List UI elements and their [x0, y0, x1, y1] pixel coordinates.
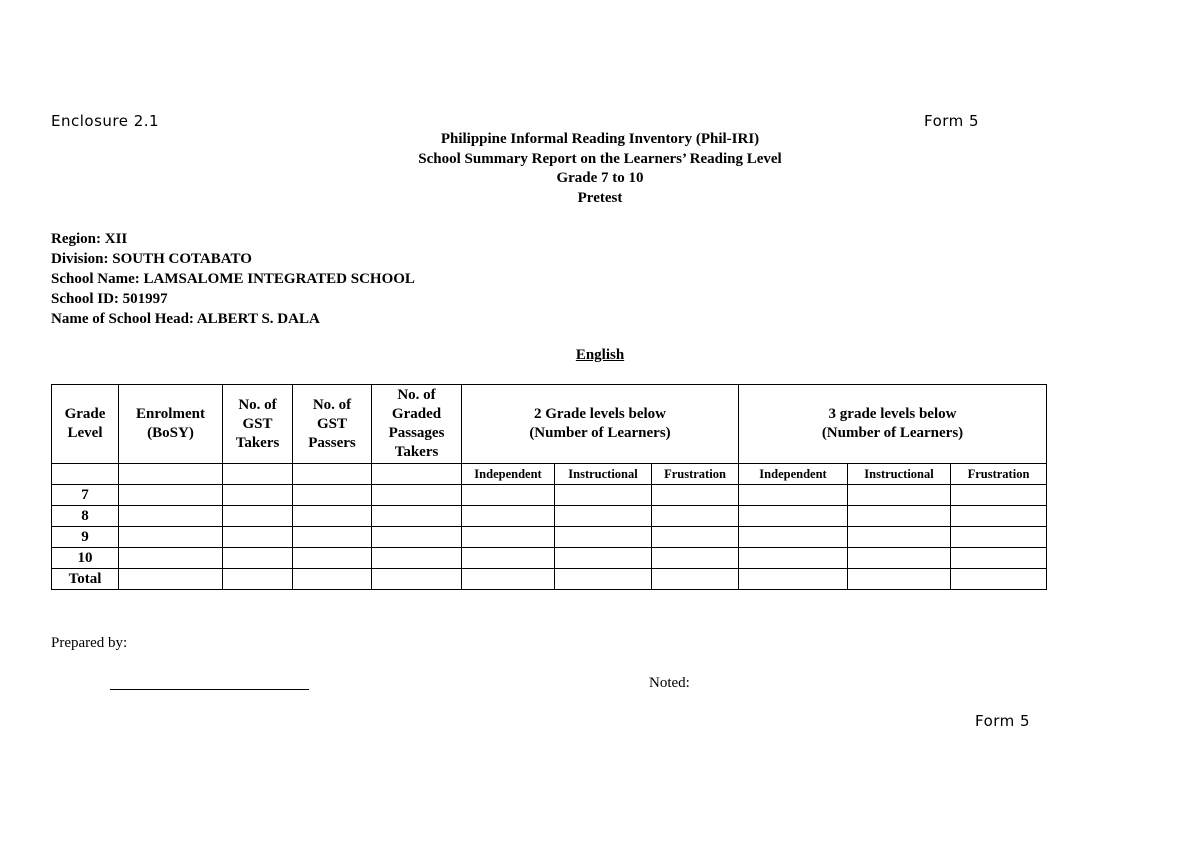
table-row-total: [52, 569, 1047, 590]
form-label-top: Form 5: [924, 112, 980, 130]
school-info: [51, 229, 415, 329]
data-cell[interactable]: [293, 548, 372, 569]
subheader-row: [52, 464, 1047, 485]
data-cell[interactable]: [119, 527, 223, 548]
table-row: [52, 485, 1047, 506]
empty-cell: [372, 464, 462, 485]
noted-label: Noted:: [649, 675, 690, 691]
data-cell[interactable]: [848, 569, 951, 590]
data-cell[interactable]: [739, 527, 848, 548]
data-cell[interactable]: [223, 569, 293, 590]
data-cell[interactable]: [555, 485, 652, 506]
title-line-2: School Summary Report on the Learners’ Reading Level: [418, 150, 782, 167]
data-cell[interactable]: [555, 506, 652, 527]
prepared-by-label: Prepared by:: [51, 635, 128, 651]
data-cell[interactable]: [739, 485, 848, 506]
report-title: [300, 130, 900, 208]
data-cell[interactable]: [462, 527, 555, 548]
data-cell[interactable]: [293, 485, 372, 506]
grade-label: 8: [52, 506, 119, 527]
data-cell[interactable]: [372, 506, 462, 527]
header-graded-passages: No. of Graded Passages Takers: [372, 385, 462, 464]
data-cell[interactable]: [462, 506, 555, 527]
empty-cell: [119, 464, 223, 485]
form-label-bottom: Form 5: [975, 712, 1031, 730]
subheader-frustration: Frustration: [951, 464, 1047, 485]
title-line-3: Grade 7 to 10: [556, 170, 644, 186]
header-grade-level: Grade Level: [52, 385, 119, 464]
data-cell[interactable]: [223, 548, 293, 569]
data-cell[interactable]: [652, 506, 739, 527]
header-two-levels-below: 2 Grade levels below (Number of Learners): [462, 385, 739, 464]
subheader-instructional: Instructional: [555, 464, 652, 485]
data-cell[interactable]: [848, 527, 951, 548]
data-cell[interactable]: [652, 548, 739, 569]
header-gst-takers: No. of GST Takers: [223, 385, 293, 464]
subject-title: English: [575, 347, 625, 363]
data-cell[interactable]: [951, 485, 1047, 506]
grade-label: 7: [52, 485, 119, 506]
data-cell[interactable]: [223, 506, 293, 527]
data-cell[interactable]: [555, 548, 652, 569]
data-cell[interactable]: [739, 569, 848, 590]
header-three-levels-below: 3 grade levels below (Number of Learners): [739, 385, 1047, 464]
data-cell[interactable]: [652, 569, 739, 590]
data-cell[interactable]: [848, 548, 951, 569]
total-label: Total: [52, 569, 119, 590]
data-cell[interactable]: [555, 527, 652, 548]
empty-cell: [52, 464, 119, 485]
data-cell[interactable]: [462, 548, 555, 569]
title-line-1: Philippine Informal Reading Inventory (Phil-IRI): [440, 131, 760, 147]
data-cell[interactable]: [119, 569, 223, 590]
table-row: [52, 506, 1047, 527]
data-cell[interactable]: [372, 527, 462, 548]
region: Region: XII: [51, 231, 128, 247]
data-cell[interactable]: [293, 569, 372, 590]
data-cell[interactable]: [848, 506, 951, 527]
signature-line: [110, 689, 309, 690]
data-cell[interactable]: [223, 485, 293, 506]
data-cell[interactable]: [372, 485, 462, 506]
data-cell[interactable]: [652, 527, 739, 548]
enclosure-label: Enclosure 2.1: [51, 112, 160, 130]
data-cell[interactable]: [372, 548, 462, 569]
data-cell[interactable]: [739, 506, 848, 527]
grade-label: 9: [52, 527, 119, 548]
data-cell[interactable]: [951, 506, 1047, 527]
school-head: Name of School Head: ALBERT S. DALA: [51, 311, 320, 327]
empty-cell: [293, 464, 372, 485]
data-cell[interactable]: [293, 506, 372, 527]
header-enrolment: Enrolment (BoSY): [119, 385, 223, 464]
grade-label: 10: [52, 548, 119, 569]
data-cell[interactable]: [951, 569, 1047, 590]
header-gst-passers: No. of GST Passers: [293, 385, 372, 464]
data-cell[interactable]: [372, 569, 462, 590]
data-cell[interactable]: [293, 527, 372, 548]
school-name: School Name: LAMSALOME INTEGRATED SCHOOL: [51, 271, 415, 287]
data-cell[interactable]: [739, 548, 848, 569]
summary-table: [51, 384, 1047, 590]
data-cell[interactable]: [462, 485, 555, 506]
table-row: [52, 527, 1047, 548]
data-cell[interactable]: [555, 569, 652, 590]
data-cell[interactable]: [951, 548, 1047, 569]
subheader-instructional: Instructional: [848, 464, 951, 485]
data-cell[interactable]: [652, 485, 739, 506]
table-row: [52, 548, 1047, 569]
division: Division: SOUTH COTABATO: [51, 251, 252, 267]
data-cell[interactable]: [119, 485, 223, 506]
subheader-independent: Independent: [739, 464, 848, 485]
data-cell[interactable]: [848, 485, 951, 506]
title-line-4: Pretest: [577, 189, 623, 206]
data-cell[interactable]: [119, 506, 223, 527]
subheader-frustration: Frustration: [652, 464, 739, 485]
subheader-independent: Independent: [462, 464, 555, 485]
header-row: [52, 385, 1047, 464]
school-id: School ID: 501997: [51, 291, 168, 307]
data-cell[interactable]: [462, 569, 555, 590]
data-cell[interactable]: [223, 527, 293, 548]
data-cell[interactable]: [119, 548, 223, 569]
data-cell[interactable]: [951, 527, 1047, 548]
empty-cell: [223, 464, 293, 485]
